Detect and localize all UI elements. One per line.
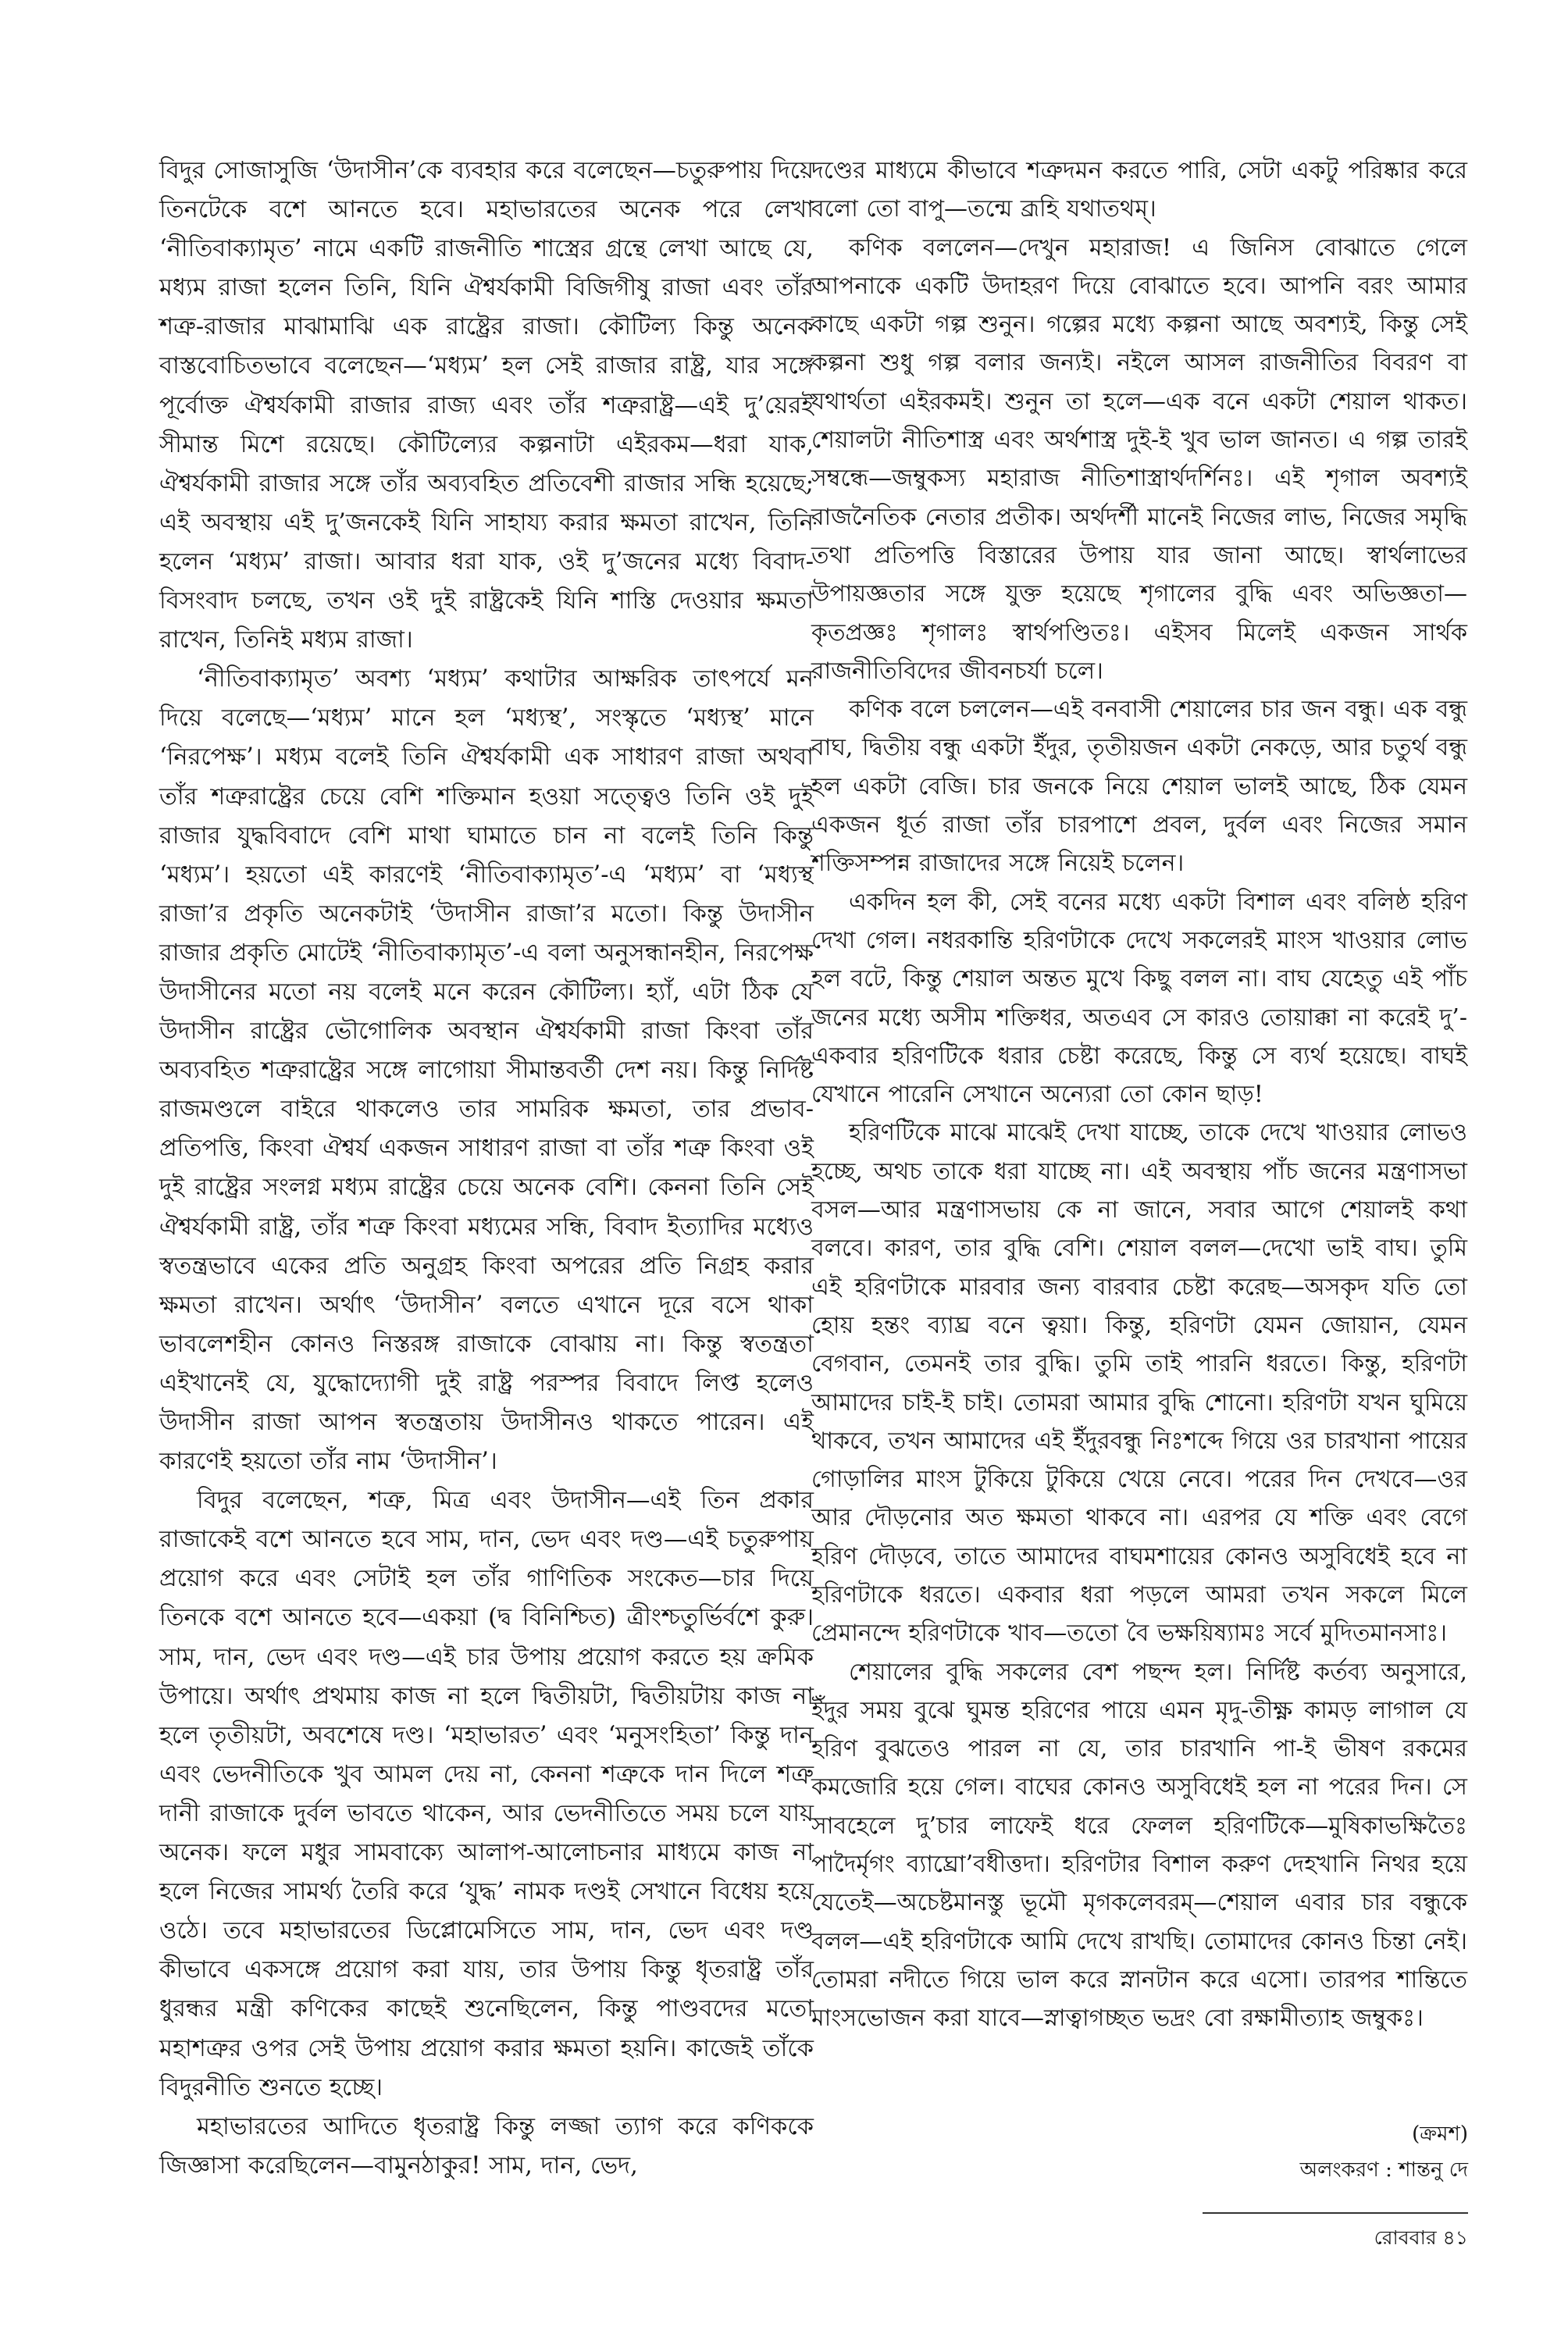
- paragraph: বিদুর বলেছেন, শত্রু, মিত্র এবং উদাসীন—এই তিন প্রকার রাজাকেই বশে আনতে হবে সাম, দান, ভেদ এবং দণ্ড—এই চতুরুপায় প্রয়োগ করে এবং সেটাই হল তাঁর গাণিতিক সংকেত—চার দিয়ে তিনকে বশে আনতে হবে—একয়া (দ্ব বিনিশ্চিত) ত্রীংশ্চতুর্ভির্বশে কুরু। সাম, দান, ভেদ এবং দণ্ড—এই চার উপায় প্রয়োগ করতে হয় ক্রমিক উপায়ে। অর্থাৎ প্রথমায় কাজ না হলে দ্বিতীয়টা, দ্বিতীয়টায় কাজ না হলে তৃতীয়টা, অবশেষে দণ্ড। ‘মহাভারত’ এবং ‘মনুসংহিতা’ কিন্তু দান এবং ভেদনীতিকে খুব আমল দেয় না, কেননা শত্রুকে দান দিলে শত্রু দানী রাজাকে দুর্বল ভাবতে থাকেন, আর ভেদনীতিতে সময় চলে যায় অনেক। ফলে মধুর সামবাক্যে আলাপ-আলোচনার মাধ্যমে কাজ না হলে নিজের সামর্থ্য তৈরি করে ‘যুদ্ধ’ নামক দণ্ডই সেখানে বিধেয় হয়ে ওঠে। তবে মহাভারতের ডিপ্লোমেসিতে সাম, দান, ভেদ এবং দণ্ড কীভাবে একসঙ্গে প্রয়োগ করা যায়, তার উপায় কিন্তু ধৃতরাষ্ট্র তাঁর ধুরন্ধর মন্ত্রী কণিকের কাছেই শুনেছিলেন, কিন্তু পাণ্ডবদের মতো মহাশত্রুর ওপর সেই উপায় প্রয়োগ করার ক্ষমতা হয়নি। কাজেই তাঁকে বিদুরনীতি শুনতে হচ্ছে।: [159, 1487, 814, 2101]
- paragraph: হরিণটিকে মাঝে মাঝেই দেখা যাচ্ছে, তাকে দেখে খাওয়ার লোভও হচ্ছে, অথচ তাকে ধরা যাচ্ছে না। এই অবস্থায় পাঁচ জনের মন্ত্রণাসভা বসল—আর মন্ত্রণাসভায় কে না জানে, সবার আগে শেয়ালই কথা বলবে। কারণ, তার বুদ্ধি বেশি। শেয়াল বলল—দেখো ভাই বাঘ। তুমি এই হরিণটাকে মারবার জন্য বারবার চেষ্টা করেছ—অসকৃদ যতি তো হোয় হন্তং ব্যাঘ্র বনে ত্বয়া। কিন্তু, হরিণটা যেমন জোয়ান, যেমন বেগবান, তেমনই তার বুদ্ধি। তুমি তাই পারনি ধরতে। কিন্তু, হরিণটা আমাদের চাই-ই চাই। তোমরা আমার বুদ্ধি শোনো। হরিণটা যখন ঘুমিয়ে থাকবে, তখন আমাদের এই ইঁদুরবন্ধু নিঃশব্দে গিয়ে ওর চারখানা পায়ের গোড়ালির মাংস টুকিয়ে টুকিয়ে খেয়ে নেবে। পরের দিন দেখবে—ওর আর দৌড়নোর অত ক্ষমতা থাকবে না। এরপর যে শক্তি এবং বেগে হরিণ দৌড়বে, তাতে আমাদের বাঘমশায়ের কোনও অসুবিধেই হবে না হরিণটাকে ধরতে। একবার ধরা পড়লে আমরা তখন সকলে মিলে প্রেমানন্দে হরিণটাকে খাব—ততো বৈ ভক্ষয়িষ্যামঃ সর্বে মুদিতমানসাঃ।: [811, 1119, 1467, 1648]
- paragraph: ‘নীতিবাক্যামৃত’ অবশ্য ‘মধ্যম’ কথাটার আক্ষরিক তাৎপর্যে মন দিয়ে বলেছে—‘মধ্যম’ মানে হল ‘মধ্যস্থ’, সংস্কৃতে ‘মধ্যস্থ’ মানে ‘নিরপেক্ষ’। মধ্যম বলেই তিনি ঐশ্বর্যকামী এক সাধারণ রাজা অথবা তাঁর শত্রুরাষ্ট্রের চেয়ে বেশি শক্তিমান হওয়া সত্ত্বেও তিনি ওই দুই রাজার যুদ্ধবিবাদে বেশি মাথা ঘামাতে চান না বলেই তিনি কিন্তু ‘মধ্যম’। হয়তো এই কারণেই ‘নীতিবাক্যামৃত’-এ ‘মধ্যম’ বা ‘মধ্যস্থ রাজা’র প্রকৃতি অনেকটাই ‘উদাসীন রাজা’র মতো। কিন্তু উদাসীন রাজার প্রকৃতি মোটেই ‘নীতিবাক্যামৃত’-এ বলা অনুসন্ধানহীন, নিরপেক্ষ উদাসীনের মতো নয় বলেই মনে করেন কৌটিল্য। হ্যাঁ, এটা ঠিক যে উদাসীন রাষ্ট্রের ভৌগোলিক অবস্থান ঐশ্বর্যকামী রাজা কিংবা তাঁর অব্যবহিত শত্রুরাষ্ট্রের সঙ্গে লাগোয়া সীমান্তবর্তী দেশ নয়। কিন্তু নির্দিষ্ট রাজমণ্ডলে বাইরে থাকলেও তার সামরিক ক্ষমতা, তার প্রভাব-প্রতিপত্তি, কিংবা ঐশ্বর্য একজন সাধারণ রাজা বা তাঁর শত্রু কিংবা ওই দুই রাষ্ট্রের সংলগ্ন মধ্যম রাষ্ট্রের চেয়ে অনেক বেশি। কেননা তিনি সেই ঐশ্বর্যকামী রাষ্ট্র, তাঁর শত্রু কিংবা মধ্যমের সন্ধি, বিবাদ ইত্যাদির মধ্যেও স্বতন্ত্রভাবে একের প্রতি অনুগ্রহ কিংবা অপরের প্রতি নিগ্রহ করার ক্ষমতা রাখেন। অর্থাৎ ‘উদাসীন’ বলতে এখানে দূরে বসে থাকা ভাবলেশহীন কোনও নিস্তরঙ্গ রাজাকে বোঝায় না। কিন্তু স্বতন্ত্রতা এইখানেই যে, যুদ্ধোদ্যোগী দুই রাষ্ট্র পরস্পর বিবাদে লিপ্ত হলেও উদাসীন রাজা আপন স্বতন্ত্রতায় উদাসীনও থাকতে পারেন। এই কারণেই হয়তো তাঁর নাম ‘উদাসীন’।: [159, 665, 814, 1476]
- paragraph: দণ্ডের মাধ্যমে কীভাবে শত্রুদমন করতে পারি, সেটা একটু পরিষ্কার করে বলো তো বাপু—তন্মে ব্রূহি যথাতথম্।: [811, 157, 1467, 223]
- paragraph: কণিক বলে চললেন—এই বনবাসী শেয়ালের চার জন বন্ধু। এক বন্ধু বাঘ, দ্বিতীয় বন্ধু একটা ইঁদুর, তৃতীয়জন একটা নেকড়ে, আর চতুর্থ বন্ধু হল একটা বেজি। চার জনকে নিয়ে শেয়াল ভালই আছে, ঠিক যেমন একজন ধূর্ত রাজা তাঁর চারপাশে প্রবল, দুর্বল এবং নিজের সমান শক্তিসম্পন্ন রাজাদের সঙ্গে নিয়েই চলেন।: [811, 696, 1467, 878]
- paragraph: বিদুর সোজাসুজি ‘উদাসীন’কে ব্যবহার করে বলেছেন—চতুরুপায় দিয়ে তিনটেকে বশে আনতে হবে। মহাভারতের অনেক পরে লেখা ‘নীতিবাক্যামৃত’ নামে একটি রাজনীতি শাস্ত্রের গ্রন্থে লেখা আছে যে, মধ্যম রাজা হলেন তিনি, যিনি ঐশ্বর্যকামী বিজিগীষু রাজা এবং তাঁর শত্রু-রাজার মাঝামাঝি এক রাষ্ট্রের রাজা। কৌটিল্য কিন্তু অনেক বাস্তবোচিতভাবে বলেছেন—‘মধ্যম’ হল সেই রাজার রাষ্ট্র, যার সঙ্গে পূর্বোক্ত ঐশ্বর্যকামী রাজার রাজ্য এবং তাঁর শত্রুরাষ্ট্র—এই দু’য়েরই সীমান্ত মিশে রয়েছে। কৌটিল্যের কল্পনাটা এইরকম—ধরা যাক, ঐশ্বর্যকামী রাজার সঙ্গে তাঁর অব্যবহিত প্রতিবেশী রাজার সন্ধি হয়েছে; এই অবস্থায় এই দু’জনকেই যিনি সাহায্য করার ক্ষমতা রাখেন, তিনি হলেন ‘মধ্যম’ রাজা। আবার ধরা যাক, ওই দু’জনের মধ্যে বিবাদ-বিসংবাদ চলছে, তখন ওই দুই রাষ্ট্রকেই যিনি শাস্তি দেওয়ার ক্ষমতা রাখেন, তিনিই মধ্যম রাজা।: [159, 157, 814, 654]
- illustration-credit: অলংকরণ : শান্তনু দে: [1299, 2158, 1468, 2182]
- paragraph: মহাভারতের আদিতে ধৃতরাষ্ট্র কিন্তু লজ্জা ত্যাগ করে কণিককে জিজ্ঞাসা করেছিলেন—বামুনঠাকুর! সাম, দান, ভেদ,: [159, 2112, 814, 2179]
- footer-divider: [1203, 2212, 1468, 2214]
- article-credits: [1156, 2116, 1468, 2188]
- paragraph: কণিক বললেন—দেখুন মহারাজ! এ জিনিস বোঝাতে গেলে আপনাকে একটি উদাহরণ দিয়ে বোঝাতে হবে। আপনি বরং আমার কাছে একটা গল্প শুনুন। গল্পের মধ্যে কল্পনা আছে অবশ্যই, কিন্তু সেই কল্পনা শুধু গল্প বলার জন্যই। নইলে আসল রাজনীতির বিবরণ বা যথার্থতা এইরকমই। শুনুন তা হলে—এক বনে একটা শেয়াল থাকত। শেয়ালটা নীতিশাস্ত্র এবং অর্থশাস্ত্র দুই-ই খুব ভাল জানত। এ গল্প তারই সম্বন্ধে—জম্বুকস্য মহারাজ নীতিশাস্ত্রার্থদর্শিনঃ। এই শৃগাল অবশ্যই রাজনৈতিক নেতার প্রতীক। অর্থদর্শী মানেই নিজের লাভ, নিজের সমৃদ্ধি তথা প্রতিপত্তি বিস্তারের উপায় যার জানা আছে। স্বার্থলাভের উপায়জ্ঞতার সঙ্গে যুক্ত হয়েছে শৃগালের বুদ্ধি এবং অভিজ্ঞতা—কৃতপ্রজ্ঞঃ শৃগালঃ স্বার্থপণ্ডিতঃ। এইসব মিলেই একজন সার্থক রাজনীতিবিদের জীবনচর্যা চলে।: [811, 233, 1467, 685]
- article-column-right: [811, 151, 1467, 2038]
- paragraph: একদিন হল কী, সেই বনের মধ্যে একটা বিশাল এবং বলিষ্ঠ হরিণ দেখা গেল। নধরকান্তি হরিণটাকে দেখে সকলেরই মাংস খাওয়ার লোভ হল বটে, কিন্তু শেয়াল অন্তত মুখে কিছু বলল না। বাঘ যেহেতু এই পাঁচ জনের মধ্যে অসীম শক্তিধর, অতএব সে কারও তোয়াক্কা না করেই দু’-একবার হরিণটিকে ধরার চেষ্টা করেছে, কিন্তু সে ব্যর্থ হয়েছে। বাঘই যেখানে পারেনি সেখানে অন্যেরা তো কোন ছাড়!: [811, 888, 1467, 1109]
- page-folio: রোববার ৪১: [1374, 2226, 1468, 2249]
- continued-note: (ক্রমশ): [1412, 2122, 1468, 2146]
- article-column-left: [159, 151, 814, 2186]
- paragraph: শেয়ালের বুদ্ধি সকলের বেশ পছন্দ হল। নির্দিষ্ট কর্তব্য অনুসারে, ইঁদুর সময় বুঝে ঘুমন্ত হরিণের পায়ে এমন মৃদু-তীক্ষ্ণ কামড় লাগাল যে হরিণ বুঝতেও পারল না যে, তার চারখানি পা-ই ভীষণ রকমের কমজোরি হয়ে গেল। বাঘের কোনও অসুবিধেই হল না পরের দিন। সে সাবহেলে দু’চার লাফেই ধরে ফেলল হরিণটিকে—মুষিকাভক্ষিতৈঃ পাদৈর্মৃগং ব্যাঘ্রো’বধীত্তদা। হরিণটার বিশাল করুণ দেহখানি নিথর হয়ে যেতেই—অচেষ্টমানস্তু ভূমৌ মৃগকলেবরম্—শেয়াল এবার চার বন্ধুকে বলল—এই হরিণটাকে আমি দেখে রাখছি। তোমাদের কোনও চিন্তা নেই। তোমরা নদীতে গিয়ে ভাল করে স্নানটান করে এসো। তারপর শান্তিতে মাংসভোজন করা যাবে—স্নাত্বাগচ্ছত ভদ্রং বো রক্ষামীত্যাহ জম্বুকঃ।: [811, 1658, 1467, 2033]
